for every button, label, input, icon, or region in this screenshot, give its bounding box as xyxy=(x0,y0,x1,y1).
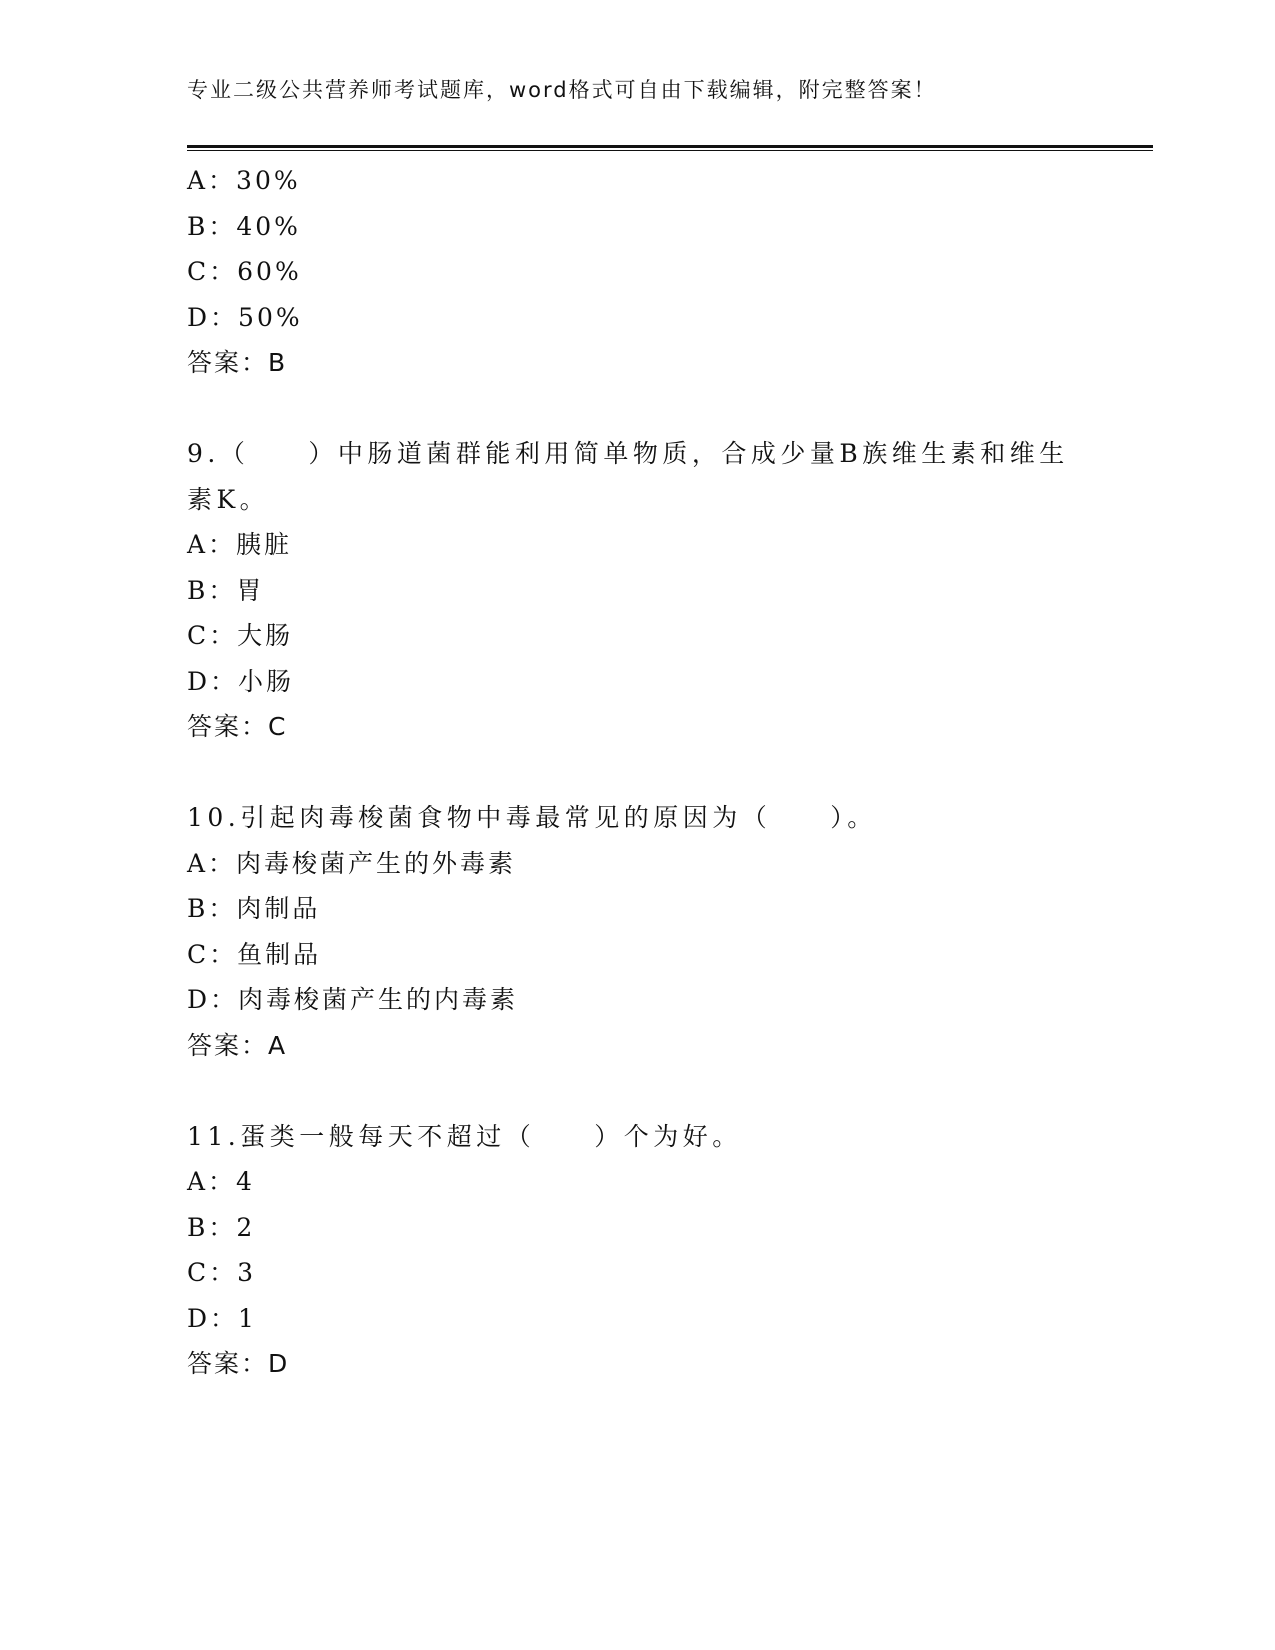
question-stem: 9.（ ）中肠道菌群能利用简单物质，合成少量B族维生素和维生 xyxy=(187,439,1069,468)
answer-line: 答案：A xyxy=(187,1030,288,1060)
question-9 xyxy=(187,431,1067,750)
question-stem: 11.蛋类一般每天不超过（ ）个为好。 xyxy=(187,1121,742,1151)
question-list xyxy=(187,158,1067,1387)
option-c: C：大肠 xyxy=(187,621,294,650)
question-10 xyxy=(187,795,1067,1068)
option-a: A：胰脏 xyxy=(187,530,293,559)
option-d: D：50% xyxy=(187,302,303,332)
option-c: C：3 xyxy=(187,1258,257,1287)
option-d: D：1 xyxy=(187,1303,257,1333)
option-a: A：4 xyxy=(187,1167,255,1196)
option-b: B：肉制品 xyxy=(187,894,321,923)
option-c: C：鱼制品 xyxy=(187,939,322,969)
answer-line: 答案：C xyxy=(187,712,288,741)
option-d: D：小肠 xyxy=(187,666,295,696)
option-b: B：2 xyxy=(187,1212,256,1242)
option-c: C：60% xyxy=(187,257,302,286)
option-b: B：40% xyxy=(187,211,301,241)
question-spacer xyxy=(187,386,1067,432)
question-11 xyxy=(187,1114,1067,1387)
question-spacer xyxy=(187,750,1067,796)
option-b: B：胃 xyxy=(187,575,265,605)
question-8 xyxy=(187,158,1067,386)
answer-line: 答案：D xyxy=(187,1349,290,1378)
header-rule-thin xyxy=(187,150,1153,151)
option-d: D：肉毒梭菌产生的内毒素 xyxy=(187,985,519,1014)
option-a: A：肉毒梭菌产生的外毒素 xyxy=(187,848,517,878)
page-header: 专业二级公共营养师考试题库，word格式可自由下载编辑，附完整答案！ xyxy=(187,78,937,102)
question-stem-continued: 素K。 xyxy=(187,484,270,514)
option-a: A：30% xyxy=(187,166,301,195)
answer-line: 答案：B xyxy=(187,348,288,377)
question-stem: 10.引起肉毒梭菌食物中毒最常见的原因为（ ）。 xyxy=(187,803,877,832)
header-rule-thick xyxy=(187,145,1153,148)
question-spacer xyxy=(187,1068,1067,1114)
